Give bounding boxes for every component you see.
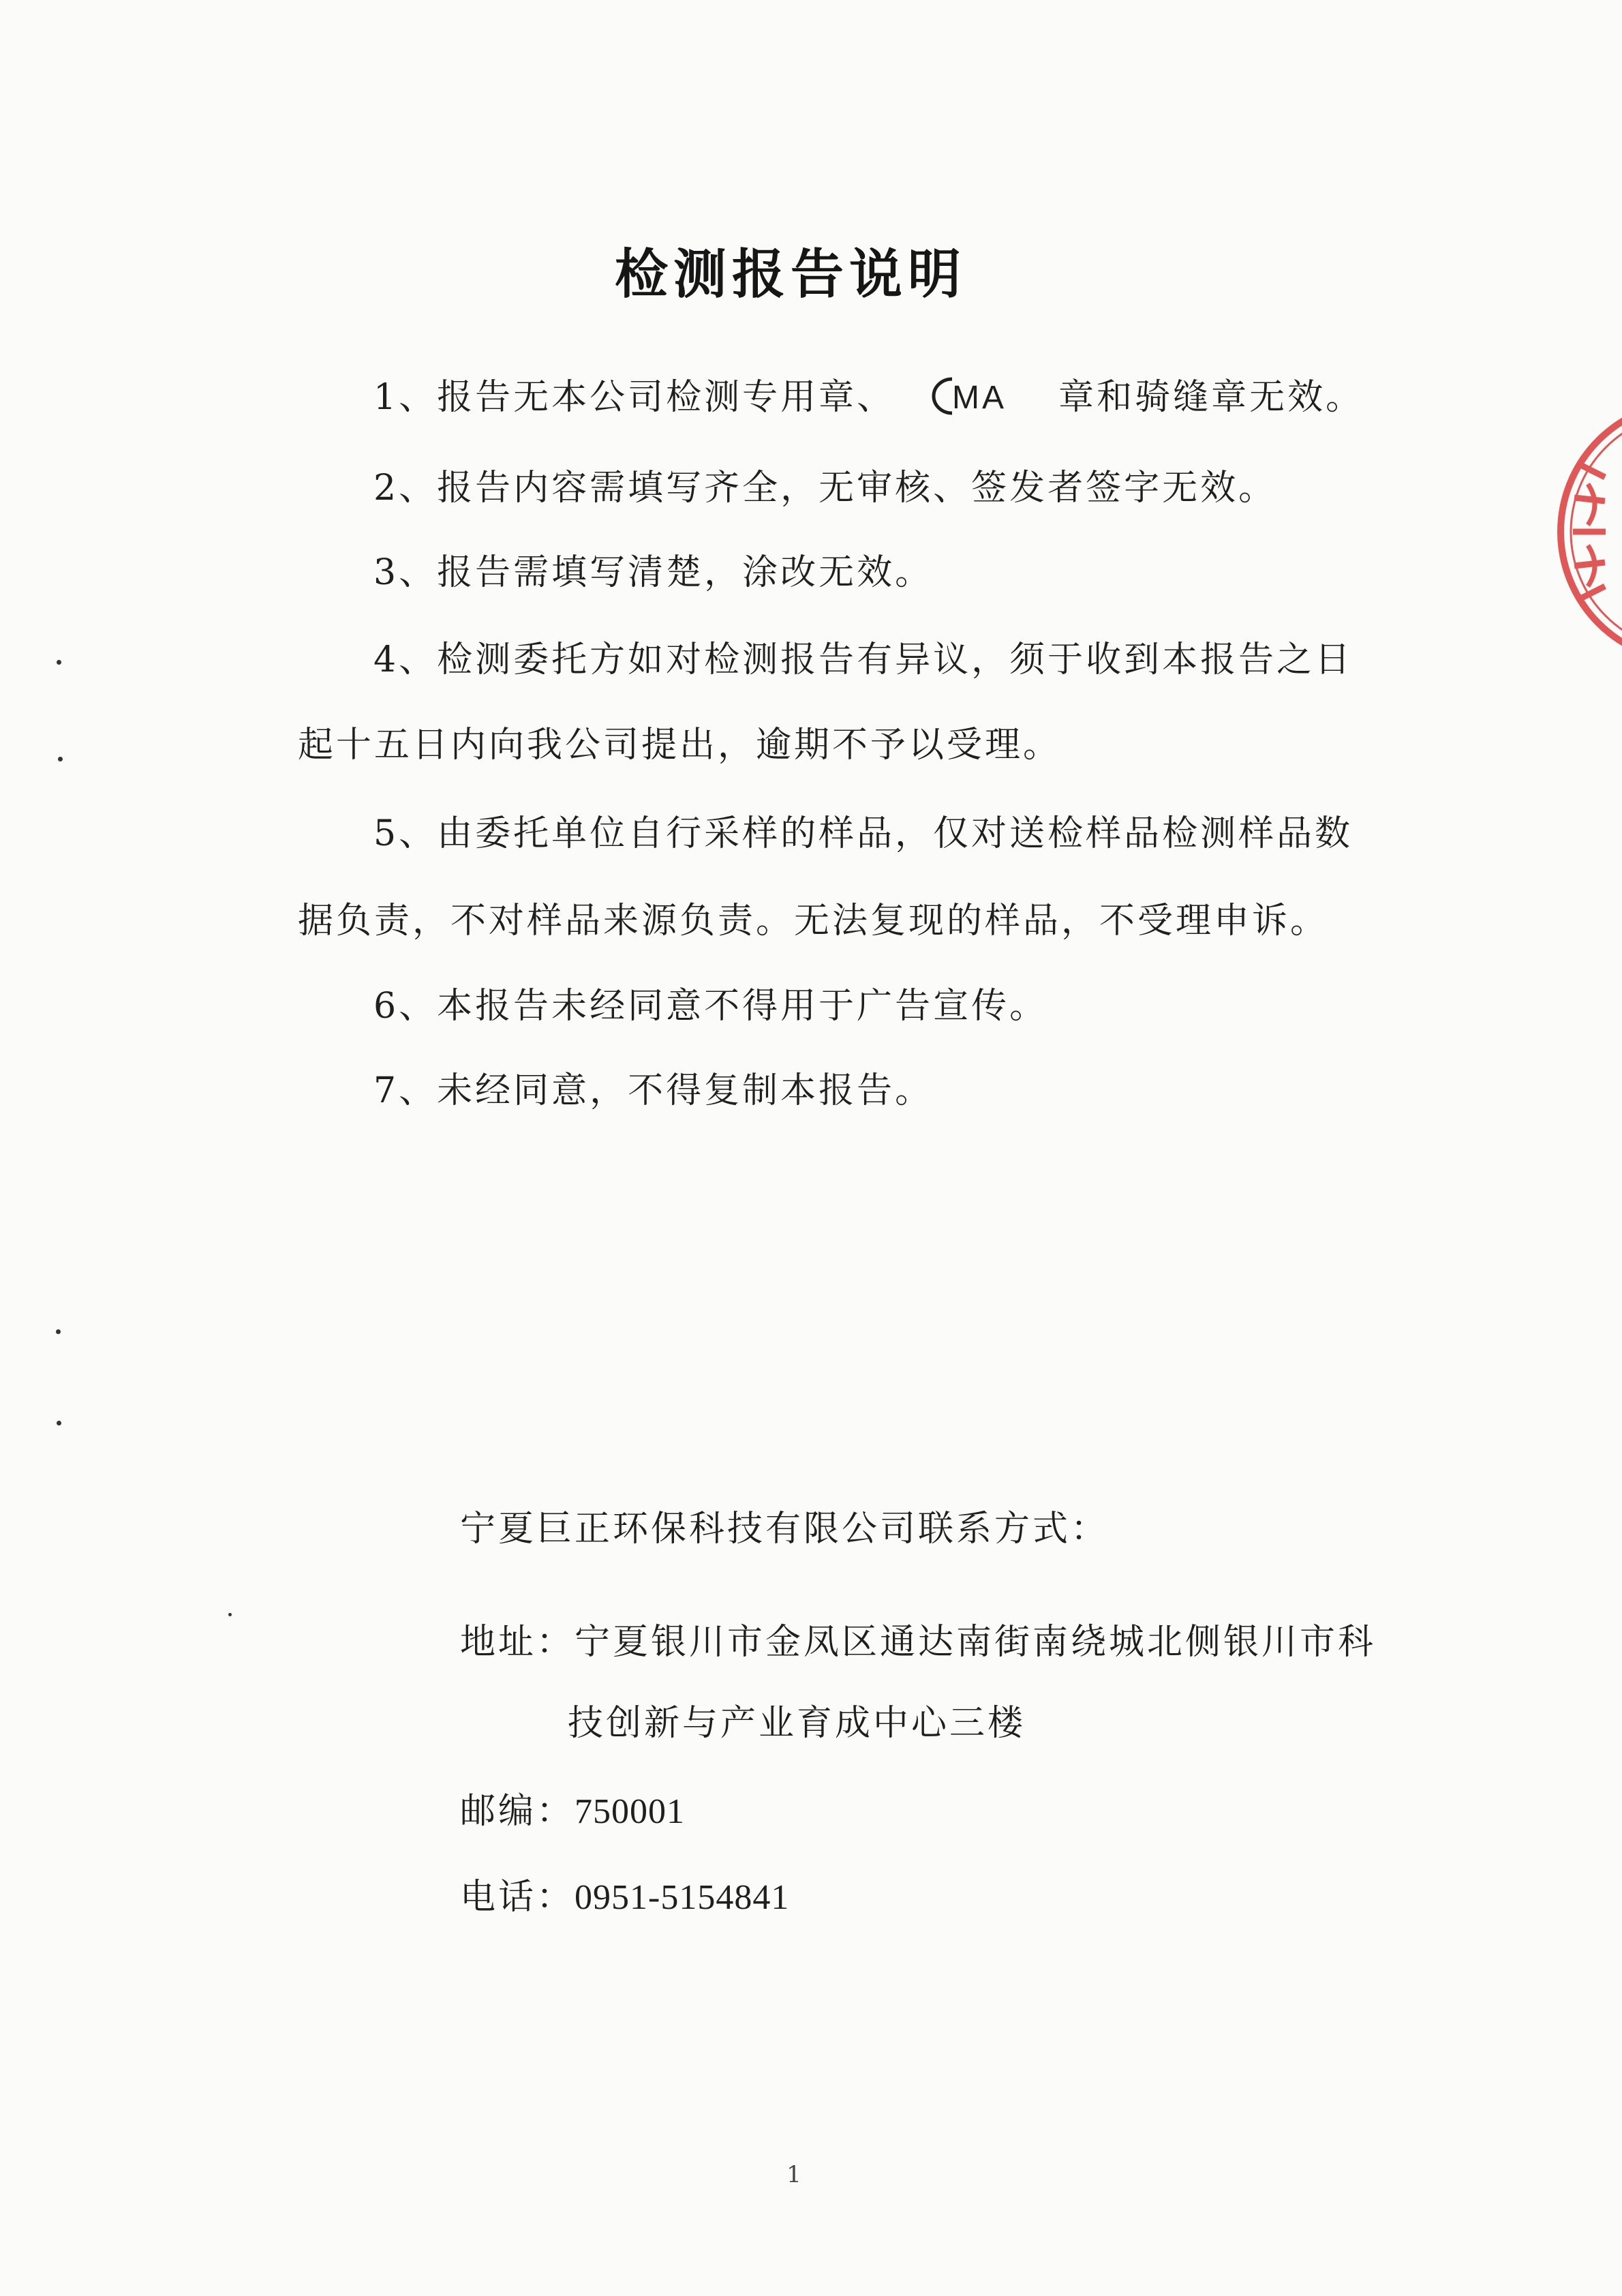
scan-speck	[228, 1613, 232, 1616]
address-label: 地址：	[460, 1622, 575, 1663]
address-line-2: 技创新与产业育成中心三楼	[568, 1703, 1026, 1744]
cma-mark-icon	[929, 376, 1038, 416]
note-5-line-1: 5、由委托单位自行采样的样品，仅对送检样品检测样品数	[373, 813, 1353, 854]
scan-speck	[56, 1329, 61, 1334]
address-line-1: 宁夏银川市金凤区通达南街南绕城北侧银川市科	[575, 1622, 1377, 1663]
phone-label: 电话：	[460, 1877, 575, 1918]
note-6: 6、本报告未经同意不得用于广告宣传。	[373, 986, 1048, 1027]
contact-address	[460, 1613, 1376, 1664]
note-4-line-2: 起十五日内向我公司提出，逾期不予以受理。	[298, 725, 1062, 766]
note-1-text-before: 1、报告无本公司检测专用章、	[373, 377, 896, 418]
document-title: 检测报告说明	[614, 244, 966, 305]
note-1-text-after: 章和骑缝章无效。	[1058, 377, 1364, 418]
note-3: 3、报告需填写清楚，涂改无效。	[373, 552, 934, 593]
scan-speck	[57, 660, 61, 665]
note-7: 7、未经同意，不得复制本报告。	[373, 1070, 934, 1111]
page-number: 1	[786, 2161, 801, 2188]
postcode-value: 750001	[575, 1792, 686, 1831]
contact-postcode	[460, 1782, 685, 1833]
cma-mark-text: MA	[952, 379, 1007, 416]
note-2: 2、报告内容需填写齐全，无审核、签发者签字无效。	[373, 468, 1277, 509]
postcode-label: 邮编：	[460, 1791, 575, 1832]
note-1	[373, 368, 1364, 420]
note-5-line-2: 据负责，不对样品来源负责。无法复现的样品，不受理申诉。	[298, 901, 1329, 941]
note-4-line-1: 4、检测委托方如对检测报告有异议，须于收到本报告之日	[373, 639, 1353, 680]
red-seal-stamp-icon	[1540, 382, 1622, 682]
scan-speck	[58, 757, 63, 761]
contact-phone	[460, 1868, 789, 1919]
scan-speck	[57, 1421, 61, 1425]
contact-heading: 宁夏巨正环保科技有限公司联系方式：	[460, 1509, 1110, 1550]
phone-value: 0951-5154841	[575, 1878, 790, 1917]
